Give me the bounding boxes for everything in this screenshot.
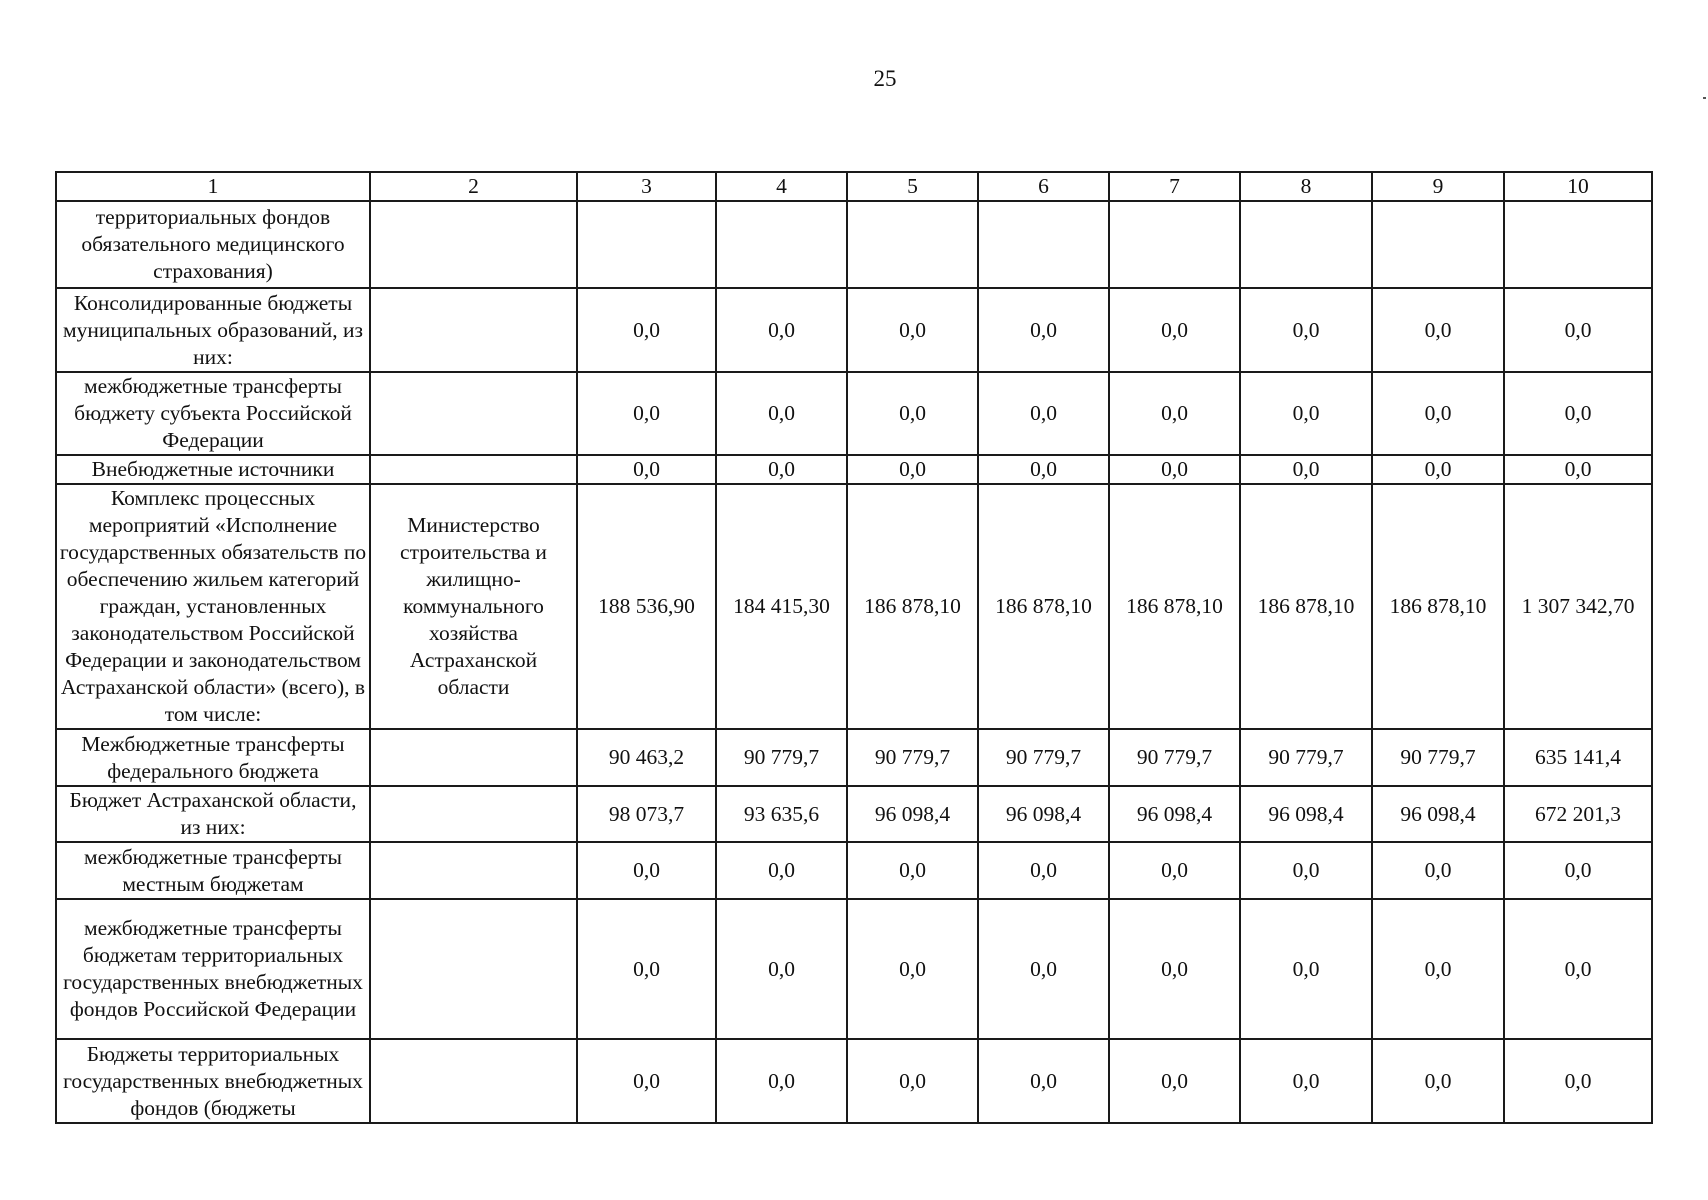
header-cell: 7 [1109,172,1240,201]
row-label: Бюджеты территориальных государственных внебюджетных фондов (бюджеты [56,1039,370,1123]
value-cell: 0,0 [716,288,847,372]
value-cell: 1 307 342,70 [1504,484,1652,729]
value-cell: 0,0 [577,455,716,484]
table-row [56,842,1652,899]
value-cell: 0,0 [1240,899,1372,1039]
value-cell: 0,0 [1504,899,1652,1039]
value-cell: 90 463,2 [577,729,716,786]
value-cell: 0,0 [577,842,716,899]
responsible-cell [370,201,577,288]
value-cell: 0,0 [847,288,978,372]
value-cell: 0,0 [716,842,847,899]
row-label: Внебюджетные источники [56,455,370,484]
responsible-cell [370,786,577,842]
responsible-cell [370,455,577,484]
value-cell: 0,0 [1372,899,1504,1039]
value-cell: 186 878,10 [847,484,978,729]
value-cell: 0,0 [847,899,978,1039]
value-cell: 0,0 [978,842,1109,899]
value-cell: 0,0 [1240,288,1372,372]
value-cell: 186 878,10 [1109,484,1240,729]
row-label: Консолидированные бюджеты муниципальных образований, из них: [56,288,370,372]
value-cell: 0,0 [978,899,1109,1039]
responsible-cell: Министерство строительства и жилищно-коммунального хозяйства Астраханской области [370,484,577,729]
value-cell: 0,0 [577,288,716,372]
header-row [56,172,1652,201]
value-cell [1109,201,1240,288]
value-cell: 98 073,7 [577,786,716,842]
header-cell: 8 [1240,172,1372,201]
value-cell: 672 201,3 [1504,786,1652,842]
value-cell: 184 415,30 [716,484,847,729]
value-cell: 0,0 [1372,1039,1504,1123]
table-row [56,484,1652,729]
value-cell: 90 779,7 [1372,729,1504,786]
row-label: Межбюджетные трансферты федерального бюджета [56,729,370,786]
row-label: территориальных фондов обязательного медицинского страхования) [56,201,370,288]
page-number: 25 [873,66,897,91]
value-cell: 0,0 [1504,842,1652,899]
value-cell: 90 779,7 [1109,729,1240,786]
responsible-cell [370,842,577,899]
value-cell: 0,0 [1240,1039,1372,1123]
value-cell: 0,0 [577,1039,716,1123]
table-row [56,372,1652,455]
value-cell: 188 536,90 [577,484,716,729]
row-label: межбюджетные трансферты бюджетам территориальных государственных внебюджетных фондов Российской Федерации [56,899,370,1039]
value-cell: 93 635,6 [716,786,847,842]
value-cell: 96 098,4 [1240,786,1372,842]
value-cell: 0,0 [1240,455,1372,484]
value-cell [1240,201,1372,288]
value-cell: 96 098,4 [1372,786,1504,842]
responsible-cell [370,1039,577,1123]
value-cell: 635 141,4 [1504,729,1652,786]
value-cell: 0,0 [1240,842,1372,899]
table-row [56,455,1652,484]
row-label: межбюджетные трансферты бюджету субъекта Российской Федерации [56,372,370,455]
header-cell: 10 [1504,172,1652,201]
value-cell: 96 098,4 [1109,786,1240,842]
responsible-cell [370,899,577,1039]
value-cell: 0,0 [1504,455,1652,484]
header-cell: 2 [370,172,577,201]
table-row [56,288,1652,372]
value-cell: 0,0 [1504,372,1652,455]
scan-speck [1703,97,1706,99]
responsible-cell [370,288,577,372]
budget-table [55,171,1653,1124]
value-cell [978,201,1109,288]
table-row [56,201,1652,288]
value-cell: 96 098,4 [978,786,1109,842]
value-cell: 0,0 [1372,455,1504,484]
value-cell: 0,0 [847,842,978,899]
value-cell: 0,0 [1109,288,1240,372]
value-cell: 0,0 [1372,288,1504,372]
value-cell: 0,0 [847,1039,978,1123]
value-cell: 186 878,10 [1240,484,1372,729]
value-cell: 0,0 [1504,1039,1652,1123]
value-cell: 0,0 [1240,372,1372,455]
value-cell: 0,0 [1109,842,1240,899]
value-cell: 0,0 [978,372,1109,455]
value-cell: 90 779,7 [1240,729,1372,786]
value-cell: 0,0 [577,899,716,1039]
table-row [56,899,1652,1039]
table-row [56,786,1652,842]
header-cell: 4 [716,172,847,201]
value-cell: 90 779,7 [847,729,978,786]
table-row [56,729,1652,786]
row-label: Бюджет Астраханской области, из них: [56,786,370,842]
value-cell: 186 878,10 [1372,484,1504,729]
header-cell: 3 [577,172,716,201]
header-cell: 1 [56,172,370,201]
value-cell: 0,0 [1372,842,1504,899]
value-cell: 0,0 [1372,372,1504,455]
value-cell: 0,0 [577,372,716,455]
responsible-cell [370,372,577,455]
value-cell: 186 878,10 [978,484,1109,729]
row-label: межбюджетные трансферты местным бюджетам [56,842,370,899]
value-cell: 90 779,7 [978,729,1109,786]
value-cell: 0,0 [716,455,847,484]
value-cell: 0,0 [1109,372,1240,455]
value-cell [716,201,847,288]
value-cell: 0,0 [978,455,1109,484]
value-cell: 96 098,4 [847,786,978,842]
responsible-cell [370,729,577,786]
value-cell: 0,0 [1109,1039,1240,1123]
value-cell: 0,0 [978,1039,1109,1123]
header-cell: 5 [847,172,978,201]
value-cell [1372,201,1504,288]
value-cell: 0,0 [847,372,978,455]
value-cell [577,201,716,288]
value-cell [1504,201,1652,288]
value-cell: 0,0 [847,455,978,484]
value-cell: 0,0 [716,372,847,455]
table-row [56,1039,1652,1123]
value-cell: 0,0 [716,899,847,1039]
value-cell: 0,0 [1504,288,1652,372]
value-cell: 0,0 [716,1039,847,1123]
value-cell: 0,0 [1109,455,1240,484]
header-cell: 9 [1372,172,1504,201]
row-label: Комплекс процессных мероприятий «Исполнение государственных обязательств по обеспечению жильем категорий граждан, установленных законодательством Российской Федерации и законодательством Астраханской области» (всего), в том числе: [56,484,370,729]
value-cell: 0,0 [978,288,1109,372]
value-cell: 0,0 [1109,899,1240,1039]
value-cell [847,201,978,288]
value-cell: 90 779,7 [716,729,847,786]
header-cell: 6 [978,172,1109,201]
